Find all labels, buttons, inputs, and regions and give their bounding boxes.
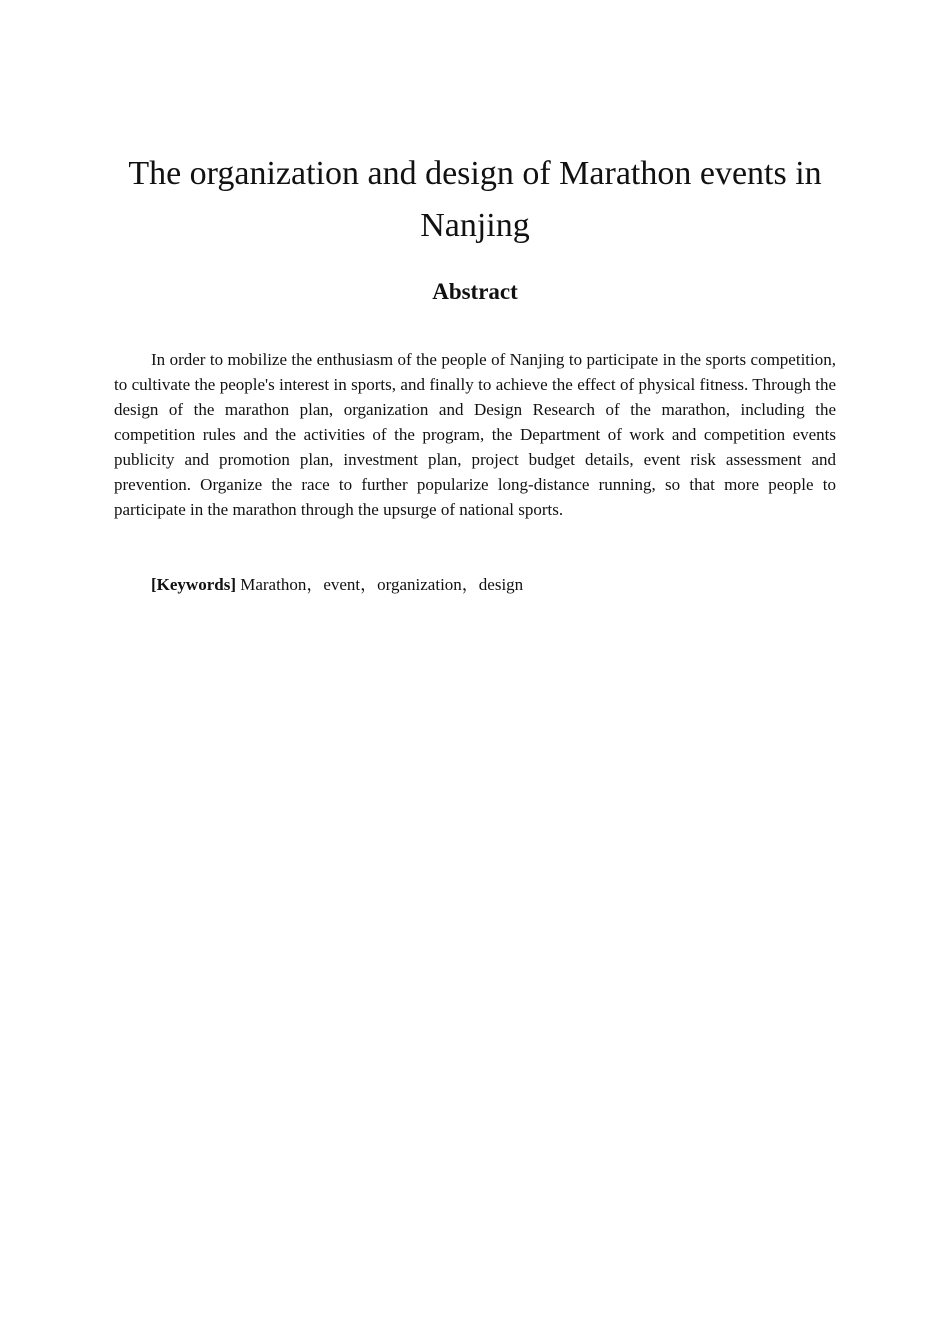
document-title: The organization and design of Marathon events in Nanjing [128,155,822,244]
abstract-paragraph: In order to mobilize the enthusiasm of the people of Nanjing to participate in the sports competition, to cultivate the people's interest in sports, and finally to achieve the effect of physical fitness. Through the design of the marathon plan, organization and Design Research of the marathon, including the competition rules and the activities of the program, the Department of work and competition events publicity and promotion plan, investment plan, project budget details, event risk assessment and prevention. Organize the race to further popularize long-distance running, so that more people to participate in the marathon through the upsurge of national sports. [114,350,836,519]
keywords-line [151,572,523,597]
keywords-label: [Keywords] [151,575,236,594]
abstract-heading: Abstract [432,279,518,304]
keywords-value: Marathon，event，organization，design [235,575,524,594]
